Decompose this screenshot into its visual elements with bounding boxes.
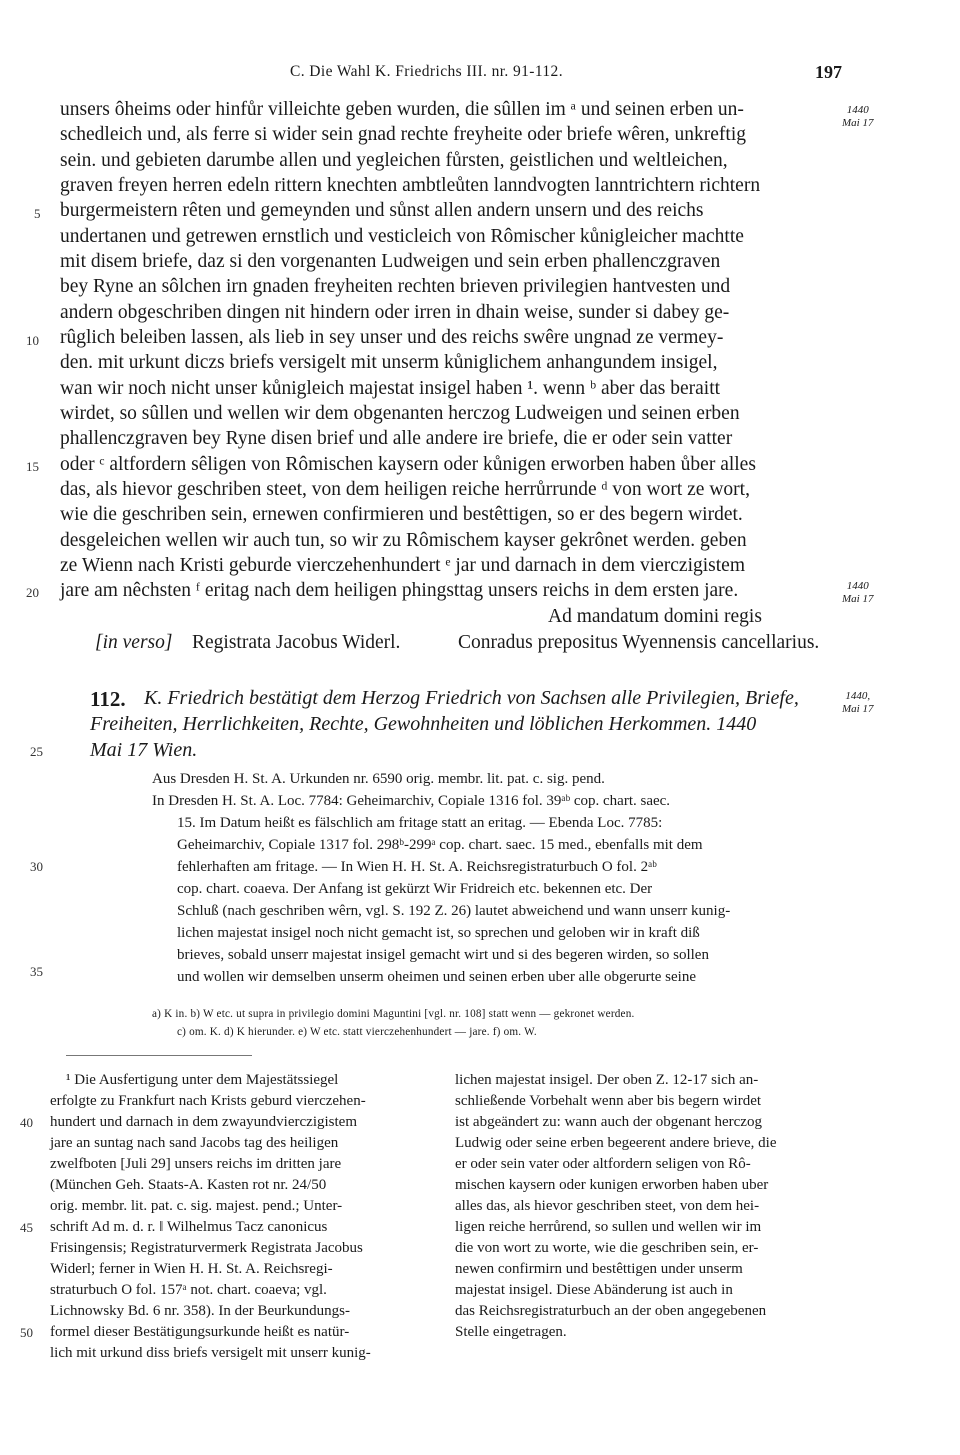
text-line: das, als hievor geschriben steet, von dem heiligen reiche herrůrrunde ᵈ von wort ze wort, xyxy=(60,479,750,500)
footnote-line: lichen majestat insigel. Der oben Z. 12-17 sich an- xyxy=(455,1072,759,1088)
chancellor-subscription: Conradus prepositus Wyennensis cancellarius. xyxy=(458,632,820,653)
text-line: rûglich beleiben lassen, als lieb in sey unser und des reichs swêre ungnad ze vermey- xyxy=(60,327,724,348)
document-number: 112. xyxy=(90,687,126,711)
footnote-line: Stelle eingetragen. xyxy=(455,1324,567,1340)
footnote-line: Frisingensis; Registraturvermerk Registrata Jacobus xyxy=(50,1240,363,1256)
footnote-line: straturbuch O fol. 157ᵃ not. chart. coaeva; vgl. xyxy=(50,1282,327,1298)
text-line: den. mit urkunt diczs briefs versigelt mit unserm kůniglichem anhangundem insigel, xyxy=(60,352,718,373)
footnote-line: das Reichsregistraturbuch an der oben angegebenen xyxy=(455,1303,767,1319)
footnote-line: orig. membr. lit. pat. c. sig. majest. pend.; Unter- xyxy=(50,1198,343,1214)
line-number: 5 xyxy=(34,206,41,221)
footnote-line: ist abgeändert zu: wann auch der obgenant herczog xyxy=(455,1114,762,1130)
footnote-line: (München Geh. Staats-A. Kasten rot nr. 24/50 xyxy=(50,1177,327,1193)
footnote-line: newen confirmirn und bestêttigen under unserm xyxy=(455,1261,743,1277)
margin-date-note xyxy=(842,104,873,130)
text-line: schedleich und, als ferre si wider sein gnad rechte freyheite oder briefe wêren, unkreftig xyxy=(60,124,746,145)
text-line: oder ᶜ altfordern sêligen von Rômischen kaysern oder kůnigen erworben haben ůber alles xyxy=(60,454,756,475)
line-number: 40 xyxy=(20,1115,33,1130)
margin-date-year: 1440, xyxy=(845,690,871,702)
footnote-line: lich mit urkund diss briefs versigelt mit unserr kunig- xyxy=(50,1345,371,1361)
source-line: Aus Dresden H. St. A. Urkunden nr. 6590 orig. membr. lit. pat. c. sig. pend. xyxy=(152,771,605,787)
margin-date-year: 1440 xyxy=(846,580,869,592)
footnote-line: formel dieser Bestätigungsurkunde heißt es natür- xyxy=(50,1324,350,1340)
footnote-line: majestat insigel. Diese Abänderung ist auch in xyxy=(455,1282,733,1298)
regest-line: Freiheiten, Herrlichkeiten, Rechte, Gewohnheiten und löblichen Herkommen. 1440 xyxy=(90,713,757,735)
text-line: graven freyen herren edeln rittern knechten ambtleůten lanndvogten lanntrichtern richtern xyxy=(60,175,761,196)
footnote-line: schrift Ad m. d. r. ‖ Wilhelmus Tacz canonicus xyxy=(50,1219,328,1235)
footnote-line: Widerl; ferner in Wien H. H. St. A. Reichsregi- xyxy=(50,1261,333,1277)
line-number: 45 xyxy=(20,1220,33,1235)
text-line: jare am nêchsten ᶠ eritag nach dem heiligen phingsttag unsers reichs in dem ersten jare. xyxy=(60,580,739,601)
line-number: 10 xyxy=(26,333,39,348)
apparatus-line: c) om. K. d) K hierunder. e) W etc. statt vierczehenhundert — jare. f) om. W. xyxy=(177,1026,537,1038)
margin-date-note xyxy=(842,580,873,606)
ad-mandatum: Ad mandatum domini regis xyxy=(548,606,762,627)
text-line: desgeleichen wellen wir auch tun, so wir zu Rômischem kayser gekrônet werden. geben xyxy=(60,530,747,551)
footnote-line: mischen kaysern oder kunigen erworben haben uber xyxy=(455,1177,769,1193)
text-line: wirdet, so sûllen und wellen wir dem obgenanten herczog Ludweigen und seinen erben xyxy=(60,403,740,424)
margin-date-day: Mai 17 xyxy=(842,117,874,129)
registrata-note: Registrata Jacobus Widerl. xyxy=(192,632,401,653)
running-title: C. Die Wahl K. Friedrichs III. nr. 91-112. xyxy=(290,63,563,80)
footnote-line: ligen reiche herrůrend, so sullen und wellen wir im xyxy=(455,1219,762,1235)
footnote-line: ¹ Die Ausfertigung unter dem Majestätssiegel xyxy=(66,1072,339,1088)
footnote-line: alles das, als hievor geschriben steet, von dem hei- xyxy=(455,1198,760,1214)
footnote-line: er oder sein vater oder altfordern seligen von Rô- xyxy=(455,1156,751,1172)
footnote-line: Ludwig oder seine erben begeerent andere brieve, die xyxy=(455,1135,777,1151)
margin-date-note xyxy=(842,690,873,716)
footnote-line: jare an suntag nach sand Jacobs tag des heiligen xyxy=(50,1135,339,1151)
source-line: fehlerhaften am fritage. — In Wien H. H. St. A. Reichsregistraturbuch O fol. 2ᵃᵇ xyxy=(177,859,657,875)
line-number: 50 xyxy=(20,1325,33,1340)
text-line: bey Ryne an sôlchen irn gnaden freyheiten rechten brieven privilegien hantvesten und xyxy=(60,276,731,297)
margin-date-day: Mai 17 xyxy=(842,703,874,715)
source-line: cop. chart. coaeva. Der Anfang ist gekürzt Wir Fridreich etc. bekennen etc. Der xyxy=(177,881,653,897)
source-line: In Dresden H. St. A. Loc. 7784: Geheimarchiv, Copiale 1316 fol. 39ᵃᵇ cop. chart. saec. xyxy=(152,793,671,809)
text-line: sein. und gebieten darumbe allen und yegleichen fůrsten, geistlichen und weltleichen, xyxy=(60,150,728,171)
text-line: andern obgeschriben dingen nit hindern oder irren in dhain weise, sunder si dabey ge- xyxy=(60,302,730,323)
line-number: 25 xyxy=(30,744,43,759)
footnote-line: hundert und darnach in dem zwayundvierczigistem xyxy=(50,1114,357,1130)
source-line: lichen majestat insigel noch nicht gemacht ist, so sprechen und geloben wir in kraft diß xyxy=(177,925,700,941)
footnote-divider xyxy=(66,1055,252,1056)
regest-line: Mai 17 Wien. xyxy=(90,739,198,761)
text-line: mit disem briefe, daz si den vorgenanten Ludweigen und sein erben phallenczgraven xyxy=(60,251,721,272)
text-line: wie die geschriben sein, ernewen confirmieren und bestêttigen, so er des begern wirdet. xyxy=(60,504,743,525)
line-number: 15 xyxy=(26,459,39,474)
margin-date-year: 1440 xyxy=(846,104,869,116)
footnote-line: die von wort zu worte, wie die geschriben sein, er- xyxy=(455,1240,759,1256)
source-line: Schluß (nach geschriben wêrn, vgl. S. 192 Z. 26) lautet abweichend und wann unserr kunig- xyxy=(177,903,731,919)
text-line: phallenczgraven bey Ryne disen brief und alle andere ire briefe, die er oder sein vatter xyxy=(60,428,733,449)
regest-line: K. Friedrich bestätigt dem Herzog Friedrich von Sachsen alle Privilegien, Briefe, xyxy=(144,687,799,709)
text-line: undertanen und getrewen ernstlich und vesticleich von Rômischer kůnigleicher machtte xyxy=(60,226,744,247)
text-line: wan wir noch nicht unser kůnigleich majestat insigel haben ¹. wenn ᵇ aber das beraitt xyxy=(60,378,721,399)
line-number: 20 xyxy=(26,585,39,600)
source-line: und wollen wir demselben unserm oheimen und seinen erben uber alle obgerurte seine xyxy=(177,969,697,985)
source-line: brieves, sobald unserr majestat insigel gemacht wirt und si des begeren wirden, so sollen xyxy=(177,947,709,963)
line-number: 30 xyxy=(30,859,43,874)
footnote-line: zwelfboten [Juli 29] unsers reichs im dritten jare xyxy=(50,1156,342,1172)
footnote-line: erfolgte zu Frankfurt nach Krists geburd vierczehen- xyxy=(50,1093,366,1109)
footnote-line: Lichnowsky Bd. 6 nr. 358). In der Beurkundungs- xyxy=(50,1303,350,1319)
margin-date-day: Mai 17 xyxy=(842,593,874,605)
source-line: Geheimarchiv, Copiale 1317 fol. 298ᵇ-299ᵃ cop. chart. saec. 15 med., ebenfalls mit dem xyxy=(177,837,703,853)
in-verso: [in verso] xyxy=(95,632,173,653)
source-line: 15. Im Datum heißt es fälschlich am fritage statt an eritag. — Ebenda Loc. 7785: xyxy=(177,815,663,831)
apparatus-line: a) K in. b) W etc. ut supra in privilegio domini Maguntini [vgl. nr. 108] statt wenn — gekronet werden. xyxy=(152,1008,635,1020)
footnote-line: schließende Vorbehalt wenn aber bis begern wirdet xyxy=(455,1093,762,1109)
line-number: 35 xyxy=(30,964,43,979)
text-line: burgermeistern rêten und gemeynden und sůnst allen andern unsern und des reichs xyxy=(60,200,704,221)
page-number: 197 xyxy=(815,62,842,82)
text-line: ze Wienn nach Kristi geburde vierczehenhundert ᵉ jar und darnach in dem vierczigistem xyxy=(60,555,745,576)
text-line: unsers ôheims oder hinfůr villeichte geben wurden, die sûllen im ᵃ und seinen erben un- xyxy=(60,99,744,120)
